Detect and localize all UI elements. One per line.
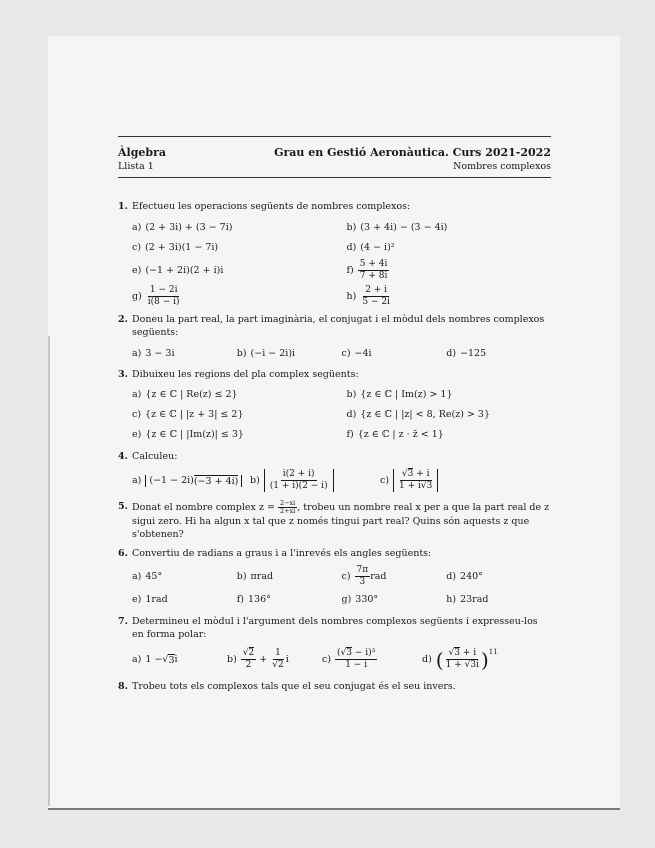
item-d: d) ( $\frac{√3 + i}{1 + √3i}$ ) $^{11}$ — [422, 647, 498, 672]
item-d: d) 240° — [446, 570, 483, 582]
exercise-8: 8. Trobeu tots els complexos tals que el seu conjugat és el seu invers. — [118, 681, 456, 692]
item-c: c) −4i — [341, 347, 372, 359]
item-a: a) (2 + 3i) + (3 − 7i) — [132, 221, 233, 233]
item-d: d) {z ∈ ℂ | |z| < 8, Re(z) > 3} — [346, 408, 490, 420]
item-e: e) (−1 + 2i)(2 + i)i — [132, 264, 224, 276]
paper-sheet — [48, 36, 620, 810]
exercise-3: 3. Dibuixeu les regions del pla complex següents: a) {z ∈ ℂ | Re(z) ≤ 2} b) {z ∈ ℂ | Im(z) > 1} c) {z ∈ ℂ | |z + 3| ≤ 2} d) {z ∈ ℂ | |z| < 8, Re(z) > 3} e) {z ∈ ℂ | |Im(z)| ≤ 3} f) {z ∈ ℂ | z · z̄ < 1} — [118, 368, 551, 444]
exercise-6: 6. Convertiu de radians a graus i a l'inrevés els angles següents: a) 45° b) πrad c) $\frac{7\pi}{3}$ rad d) 240° e) 1rad f) 136° g) 330° h) 23rad — [118, 547, 551, 609]
item-f: f) 136° — [236, 593, 271, 605]
item-c: c) (2 + 3i)(1 − 7i) — [132, 241, 219, 253]
item-a: a) 1 − √ 3 i — [132, 654, 178, 666]
item-c: c) $\frac{7\pi}{3}$ rad — [341, 564, 387, 587]
item-d: d) −125 — [446, 347, 487, 359]
item-c: c) $\frac{√3 + i}{1 + i√3}$ — [380, 469, 438, 492]
item-a: a) 3 − 3i — [132, 347, 175, 359]
header — [118, 137, 551, 177]
exercise-1 — [118, 200, 551, 309]
exercise-4: 4. Calculeu: a) (−1 − 2i) (−3 + 4i) b) $\frac{i(2 + i)}{(1 + i)(2 - i)}$ c) $\frac{√3 + i}{1 + i√3}$ — [118, 450, 551, 492]
item-g: g) 330° — [341, 593, 379, 605]
item-e: e) {z ∈ ℂ | |Im(z)| ≤ 3} — [132, 428, 244, 440]
item-h: h) $\frac{2 + i}{5 - 2i}$ — [346, 284, 390, 307]
item-c: c) $\frac{\text{(√3 − i)³}}{1 - i}$ — [322, 648, 376, 670]
document-content — [118, 136, 551, 693]
item-b: b) πrad — [236, 570, 274, 582]
ex-text: Calculeu: — [132, 451, 178, 462]
exercise-2: 2. Doneu la part real, la part imaginària, el conjugat i el mòdul dels nombres complexos següents: a) 3 − 3i b) (−i − 2i)i c) −4i d) −125 — [118, 313, 551, 363]
item-b: b) (3 + 4i) − (3 − 4i) — [346, 221, 448, 233]
item-f: f) $\frac{5 + 4i}{7 + 8i}$ — [346, 258, 388, 281]
item-b: b) (−i − 2i)i — [236, 347, 296, 359]
item-d: d) (4 − i)² — [346, 241, 395, 253]
item-b: b) {z ∈ ℂ | Im(z) > 1} — [346, 388, 453, 400]
item-a: a) 45° — [132, 570, 163, 582]
item-h: h) 23rad — [446, 593, 489, 605]
bottom-rule — [118, 177, 551, 178]
ex-text: Determineu el mòdul i l'argument dels nombres complexos següents i expresseu-los en forma polar: — [132, 616, 538, 640]
item-b: b) $\frac{√2}{2}$ + $\frac{1}{√2}$ i — [227, 648, 289, 670]
item-c: c) {z ∈ ℂ | |z + 3| ≤ 2} — [132, 408, 244, 420]
item-b: b) $\frac{i(2 + i)}{(1 + i)(2 - i)}$ — [250, 469, 380, 492]
ex-text: Convertiu de radians a graus i a l'inrevés els angles següents: — [132, 548, 432, 559]
exercise-7: 7. Determineu el mòdul i l'argument dels nombres complexos següents i expresseu-los en forma polar: a) 1 − √ 3 i b) $\frac{√2}{2}$ + $\frac{1}{√2}$ i c) $\frac{\text{(√3 − i)³}}{1 - i}$ d) ( $\frac{√3 + i}{1 + √3i}$ ) $^{11}$ — [118, 616, 538, 672]
ex-number: 1. — [118, 201, 128, 212]
topic: Nombres complexos — [453, 161, 551, 172]
ex-text: Doneu la part real, la part imaginària, el conjugat i el mòdul dels nombres complexos següents: — [132, 314, 545, 338]
item-a: a) {z ∈ ℂ | Re(z) ≤ 2} — [132, 388, 238, 400]
item-e: e) 1rad — [132, 593, 168, 605]
ex-text: Efectueu les operacions següents de nombres complexos: — [132, 201, 411, 212]
exercise-5: 5. Donat el nombre complex z = $\frac{2-xi}{2+xi}$ , trobeu un nombre real x per a que la part real de z sigui zero. Hi ha algun x tal que z només tingui part real? Quins són aquests z que s'obtenen? — [118, 499, 550, 540]
ex-text: Dibuixeu les regions del pla complex següents: — [132, 369, 359, 380]
list-number: Llista 1 — [118, 161, 154, 172]
ex-text: Trobeu tots els complexos tals que el seu conjugat és el seu invers. — [132, 681, 456, 692]
course: Grau en Gestió Aeronàutica. Curs 2021-2022 — [274, 146, 551, 159]
item-f: f) {z ∈ ℂ | z · z̄ < 1} — [346, 428, 444, 440]
item-g: g) $\frac{1 - 2i}{i(8 - i)}$ — [132, 284, 180, 307]
item-a: a) (−1 − 2i) (−3 + 4i) — [132, 471, 250, 491]
subject: Àlgebra — [118, 146, 167, 159]
